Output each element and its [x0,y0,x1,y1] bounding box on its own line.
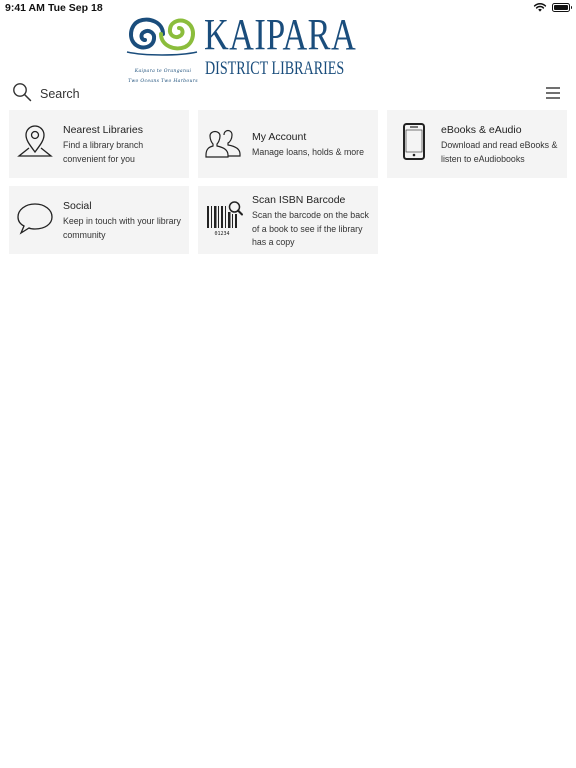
search-icon[interactable] [12,82,32,102]
logo-tagline-2: Two Oceans Two Harbours [128,79,198,84]
koru-emblem-icon [125,12,199,56]
tile-description: Download and read eBooks & listen to eAudiobooks [441,140,558,164]
tile-title: Scan ISBN Barcode [252,194,346,206]
tile-text [252,131,374,160]
tile-text [63,200,185,242]
tile-description: Find a library branch convenient for you [63,140,144,164]
tile-title: eBooks & eAudio [441,124,522,136]
search-input[interactable] [40,84,500,104]
barcode-scan-icon [204,198,244,238]
tile-text [252,194,374,250]
search-bar [0,80,576,108]
wifi-icon [533,2,547,12]
tile-my-account[interactable] [198,110,378,178]
battery-icon [552,3,570,12]
barcode-digits: 01234 [214,231,230,237]
tile-text [63,124,185,166]
users-icon [204,122,244,162]
map-pin-icon [15,122,55,162]
tile-description: Manage loans, holds & more [252,147,364,157]
status-time: 9:41 AM [5,2,45,14]
speech-bubble-icon [15,198,55,238]
tile-text [441,124,563,166]
tile-description: Scan the barcode on the back of a book to see if the library has a copy [252,210,369,247]
tile-social[interactable] [9,186,189,254]
tile-nearest-libraries[interactable] [9,110,189,178]
battery-fill [554,5,568,10]
logo-subtitle: DISTRICT LIBRARIES [205,58,345,79]
logo-title: KAIPARA [204,10,357,59]
tile-scan-isbn-barcode[interactable] [198,186,378,254]
tablet-icon [393,122,433,162]
tile-ebooks-eaudio[interactable] [387,110,567,178]
library-logo [125,10,357,84]
tile-description: Keep in touch with your library community [63,216,181,240]
tile-title: Social [63,200,92,212]
logo-tagline-1: Kaipara te Oranganui [134,69,192,74]
status-icons [533,2,570,12]
tile-title: My Account [252,131,307,143]
status-date: Tue Sep 18 [48,2,103,14]
hamburger-menu-icon[interactable] [544,85,562,101]
tile-title: Nearest Libraries [63,124,143,136]
